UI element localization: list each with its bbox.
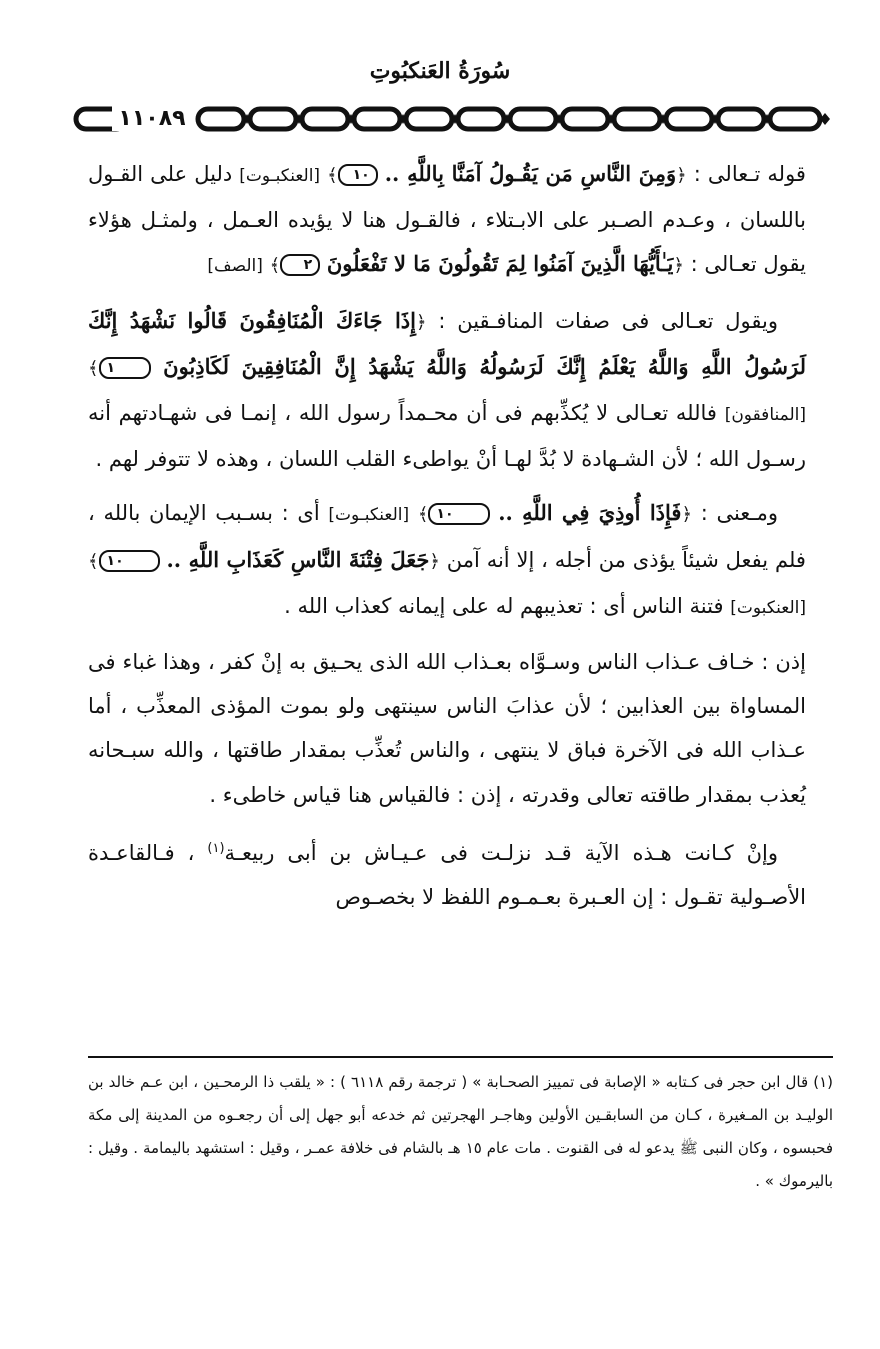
ornate-bracket-close: ﴾ [269,255,281,277]
verse-number: ٢ [280,254,320,276]
quran-verse: وَمِنَ النَّاسِ مَن يَقُـولُ آمَنَّا بِاللَّهِ .. [384,161,677,186]
footnote-marker: (١) [207,840,225,856]
paragraph-intro: ويقول تعـالى فى صفات المنافـقين : [438,308,778,333]
quran-verse: جَعَلَ فِتْنَةَ النَّاسِ كَعَذَابِ اللَّهِ .. [166,546,430,572]
surah-reference: [العنكبـوت] [328,505,410,526]
surah-reference: [الصف] [207,256,263,277]
paragraph-text: دليل على القـول باللسان ، وعـدم الصـبر على الابـتلاء ، فالقـول هنا لا يؤيده العـمل ، ولمثـل هؤلاء يقول تعـالى : [88,162,806,277]
ornate-bracket-close: ﴾ [88,357,99,379]
ornate-bracket-open: ﴿ [681,504,692,526]
ornate-bracket-close: ﴾ [88,550,99,572]
ornate-bracket-close: ﴾ [417,504,429,526]
footnote-divider [88,1056,833,1058]
footnote: (١) قال ابن حجر فى كـتابه « الإصابة فى تمييز الصحـابة » ( ترجمة رقم ٦١١٨ ) : « يلقب ذا الرمحـين ، ابن عـم خالد بن الوليـد بن المـغيرة ، كـان من السابقـين الأولين وهاجـر الهجرتين ثم خدعه أبو جهل إلى أن رجعـوه من المدينة إلى مكة فحبسوه ، وكان النبى ﷺ يدعو له فى القنوت . مات عام ١٥ هـ بالشام فى خلافة عمـر ، وقيل : استشهد باليمامة . وقيل : باليرموك » . [88,1073,834,1190]
paragraph-intro: قوله تـعالى : [693,162,806,186]
surah-reference: [العنكبـوت] [239,166,321,186]
paragraph-text: أى : بسـبب الإيمان بالله ، فلم يفعل شيئاً يؤذى من أجله ، إلا أنه آمن [88,501,806,572]
paragraph-3 [88,491,806,630]
surah-title: سُورَةُ العَنكبُوتِ [369,58,511,84]
verse-number: ١٠ [428,503,489,525]
quran-verse: إِذَا جَاءَكَ الْمُنَافِقُونَ قَالُوا نَشْهَدُ إِنَّكَ لَرَسُولُ اللَّهِ وَاللَّهُ يَعْلَمُ إِنَّكَ لَرَسُولُهُ وَاللَّهُ يَشْهَدُ إِنَّ الْمُنَافِقِينَ لَكَاذِبُونَ [88,307,806,379]
paragraph-text: فتنة الناس أى : تعذيبهم له على إيمانه كعذاب الله . [284,593,724,618]
ornate-bracket-open: ﴿ [676,165,687,186]
paragraph-text: فالله تعـالى لا يُكذِّبهم فى أن محـمداً رسول الله ، إنمـا فى شهـادتهم أنه رسـول الله ؛ لأن الشـهادة لا بُدَّ لهـا أنْ يواطىء القلب اللسان ، وهذه لا تتوفر لهم . [88,401,806,472]
quran-verse: فَإِذَا أُوذِيَ فِي اللَّهِ .. [498,500,682,526]
verse-number: ١٠ [99,550,160,572]
paragraph-5 [88,827,806,919]
surah-reference: [المنافقون] [724,405,806,426]
quran-verse: يَـٰأَيُّهَا الَّذِينَ آمَنُوا لِمَ تَقُولُونَ مَا لا تَفْعَلُونَ [326,251,674,277]
paragraph-1 [88,152,806,289]
main-text [88,152,806,929]
ornate-bracket-close: ﴾ [327,165,338,186]
verse-number: ١ [99,357,152,379]
surah-reference: [العنكبوت] [730,597,806,618]
page-number: ١١٠٨٩ [112,106,192,131]
paragraph-4: إذن : خـاف عـذاب الناس وسـوَّاه بعـذاب الله الذى يحـيق به إنْ كفر ، وهذا غباء فى المساواة بين العذابين ؛ لأن عذابَ الناس سينتهى ولو بموت المؤذى المعذِّب ، أما عـذاب الله فى الآخرة فباق لا ينتهى ، والناس تُعذِّب بمقدار طاقتها ، والله سبـحانه يُعذب بمقدار طاقته تعالى وقدرته ، إذن : فالقياس هنا قياس خاطىء . [88,650,806,807]
ornate-bracket-open: ﴿ [673,255,684,277]
paragraph-intro: ومـعنى : [700,501,778,526]
paragraph-text: ، فـالقاعـدة الأصـولية تقـول : إن العـبرة بعـمـوم اللفظ لا بخصـوص [88,840,806,910]
verse-number: ١٠ [338,164,378,186]
ornate-bracket-open: ﴿ [416,311,427,333]
ornate-bracket-open: ﴿ [429,550,440,572]
paragraph-2 [88,299,806,482]
paragraph-text: وإنْ كـانت هـذه الآية قـد نزلـت فى عـيـاش بن أبى ربيعـة [224,840,779,865]
